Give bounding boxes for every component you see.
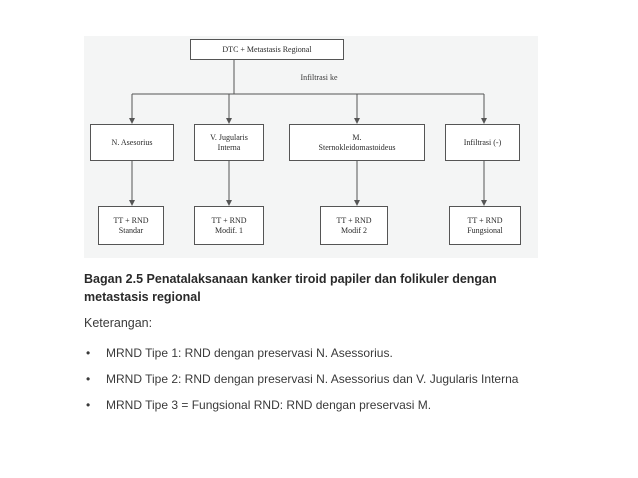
root-node-label: DTC + Metastasis Regional	[222, 44, 312, 54]
leaf-node-rnd-standar	[98, 206, 164, 245]
branch-node-m-sternokleidomastoideus	[289, 124, 425, 161]
branch-node-label: M. Sternokleidomastoideus	[318, 132, 396, 152]
branch-node-n-asesorius	[90, 124, 174, 161]
leaf-node-rnd-modif-1	[194, 206, 264, 245]
leaf-node-label: TT + RND Modif. 1	[211, 215, 247, 235]
leaf-node-rnd-modif-2	[320, 206, 388, 245]
edge-label: Infiltrasi ke	[300, 73, 338, 82]
treatment-flowchart	[84, 36, 538, 258]
note-item	[84, 396, 554, 414]
notes-list	[84, 344, 554, 422]
branch-node-label: V. Jugularis Interna	[210, 132, 248, 152]
bullet-icon: •	[86, 346, 91, 360]
branch-node-label: Infiltrasi (-)	[463, 137, 502, 147]
branch-node-infiltrasi-negatif	[445, 124, 520, 161]
bullet-icon: •	[86, 398, 91, 412]
root-node	[190, 39, 344, 60]
leaf-node-rnd-fungsional	[449, 206, 521, 245]
note-text: MRND Tipe 1: RND dengan preservasi N. Asessorius.	[106, 346, 393, 360]
note-item	[84, 370, 554, 388]
bullet-icon: •	[86, 372, 91, 386]
branch-node-label: N. Asesorius	[111, 137, 153, 147]
leaf-node-label: TT + RND Fungsional	[467, 215, 503, 235]
notes-title: Keterangan:	[84, 316, 153, 330]
note-text: MRND Tipe 3 = Fungsional RND: RND dengan preservasi M.	[106, 398, 432, 412]
note-text: MRND Tipe 2: RND dengan preservasi N. Asessorius dan V. Jugularis Interna	[106, 372, 519, 386]
figure-caption: Bagan 2.5 Penatalaksanaan kanker tiroid papiler dan folikuler dengan metastasis regional	[84, 272, 497, 304]
leaf-node-label: TT + RND Standar	[113, 215, 149, 235]
branch-node-v-jugularis-interna	[194, 124, 264, 161]
note-item	[84, 344, 554, 362]
leaf-node-label: TT + RND Modif 2	[336, 215, 372, 235]
